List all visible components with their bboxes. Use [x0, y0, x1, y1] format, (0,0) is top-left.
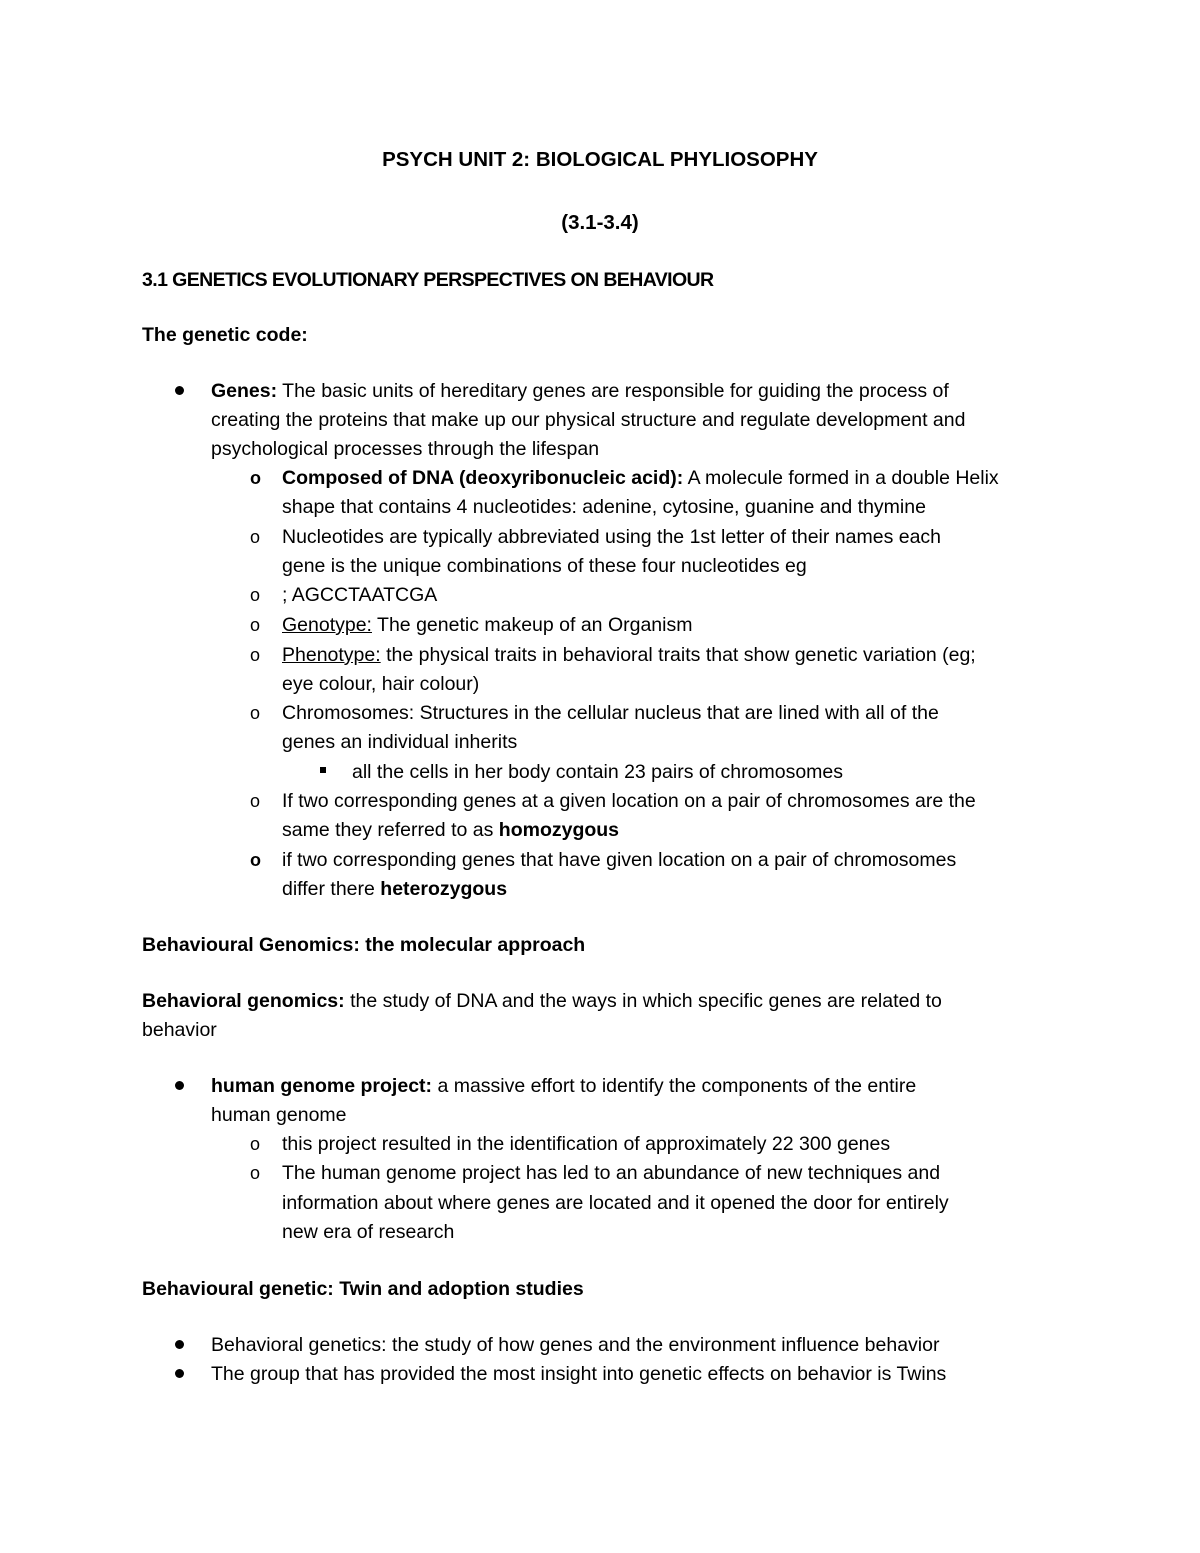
document-title: PSYCH UNIT 2: BIOLOGICAL PHYLIOSOPHY: [382, 148, 818, 171]
heterozygous-item-line2: [282, 874, 507, 904]
phenotype-item-line2: eye colour, hair colour): [282, 673, 480, 695]
genes-item-line2: creating the proteins that make up our physical structure and regulate development and: [211, 409, 966, 431]
dna-text: A molecule formed in a double Helix: [683, 467, 999, 489]
chromosomes-subitem: all the cells in her body contain 23 pairs of chromosomes: [352, 761, 844, 783]
dna-term: Composed of DNA (deoxyribonucleic acid):: [282, 467, 684, 489]
circle-bullet-icon: o: [250, 585, 261, 605]
circle-bullet-icon: o: [250, 615, 261, 635]
genetic-code-heading: The genetic code:: [142, 324, 308, 346]
nucleotides-item-line2: gene is the unique combinations of these four nucleotides eg: [282, 555, 807, 577]
bullet-icon: [175, 1340, 184, 1349]
circle-bullet-icon: o: [250, 527, 261, 547]
hgp-text: a massive effort to identify the components of the entire: [432, 1075, 917, 1097]
circle-bullet-icon: o: [250, 791, 261, 811]
circle-bullet-icon: o: [250, 645, 261, 665]
hgp-subitem-2-line1: The human genome project has led to an abundance of new techniques and: [282, 1162, 941, 1184]
chromosomes-item-line1: Chromosomes: Structures in the cellular nucleus that are lined with all of the: [282, 702, 939, 724]
circle-bullet-icon: o: [250, 468, 261, 488]
homozygous-term: homozygous: [498, 819, 620, 841]
dna-item-line2: shape that contains 4 nucleotides: adenine, cytosine, guanine and thymine: [282, 496, 926, 518]
heterozygous-term: heterozygous: [380, 878, 508, 900]
square-bullet-icon: [320, 767, 326, 773]
circle-bullet-icon: o: [250, 1134, 261, 1154]
circle-bullet-icon: o: [250, 850, 261, 870]
hgp-item-line1: [211, 1071, 916, 1101]
twin-item-2: The group that has provided the most insight into genetic effects on behavior is Twins: [211, 1363, 947, 1385]
genomics-definition-line2: behavior: [142, 1019, 217, 1041]
genes-term: Genes:: [211, 380, 278, 402]
genomics-definition-text: the study of DNA and the ways in which specific genes are related to: [344, 990, 942, 1012]
circle-bullet-icon: o: [250, 1163, 261, 1183]
genomics-heading: Behavioural Genomics: the molecular approach: [142, 934, 586, 956]
heterozygous-item-line1: if two corresponding genes that have given location on a pair of chromosomes: [282, 849, 957, 871]
bullet-icon: [175, 1081, 184, 1090]
twin-heading: Behavioural genetic: Twin and adoption studies: [142, 1278, 584, 1300]
twin-item-1: Behavioral genetics: the study of how genes and the environment influence behavior: [211, 1334, 940, 1356]
sequence-item: ; AGCCTAATCGA: [282, 584, 438, 606]
heterozygous-text: differ there: [282, 878, 381, 900]
homozygous-item-line1: If two corresponding genes at a given location on a pair of chromosomes are the: [282, 790, 976, 812]
hgp-item-line2: human genome: [211, 1104, 347, 1126]
homozygous-item-line2: [282, 815, 619, 845]
bullet-icon: [175, 386, 184, 395]
nucleotides-item-line1: Nucleotides are typically abbreviated using the 1st letter of their names each: [282, 526, 942, 548]
hgp-subitem-2-line2: information about where genes are located and it opened the door for entirely: [282, 1192, 949, 1214]
genes-text: The basic units of hereditary genes are responsible for guiding the process of: [277, 380, 949, 402]
circle-bullet-icon: o: [250, 703, 261, 723]
genomics-definition-line1: [142, 986, 942, 1016]
genomics-term: Behavioral genomics:: [142, 990, 345, 1012]
phenotype-term: Phenotype:: [282, 644, 381, 666]
phenotype-text: the physical traits in behavioral traits that show genetic variation (eg;: [380, 644, 976, 666]
hgp-subitem-2-line3: new era of research: [282, 1221, 455, 1243]
bullet-icon: [175, 1369, 184, 1378]
genes-item-line3: psychological processes through the lifespan: [211, 438, 600, 460]
phenotype-item-line1: [282, 640, 976, 670]
chromosomes-item-line2: genes an individual inherits: [282, 731, 518, 753]
genotype-item: [282, 610, 692, 640]
section-heading-3-1: 3.1 GENETICS EVOLUTIONARY PERSPECTIVES ON BEHAVIOUR: [142, 269, 714, 291]
hgp-term: human genome project:: [211, 1075, 433, 1097]
dna-item-line1: [282, 463, 999, 493]
genotype-text: The genetic makeup of an Organism: [371, 614, 693, 636]
homozygous-text: same they referred to as: [282, 819, 499, 841]
hgp-subitem-1: this project resulted in the identification of approximately 22 300 genes: [282, 1133, 891, 1155]
genotype-term: Genotype:: [282, 614, 372, 636]
document-subtitle: (3.1-3.4): [561, 211, 639, 234]
genes-item-line1: [211, 376, 949, 406]
